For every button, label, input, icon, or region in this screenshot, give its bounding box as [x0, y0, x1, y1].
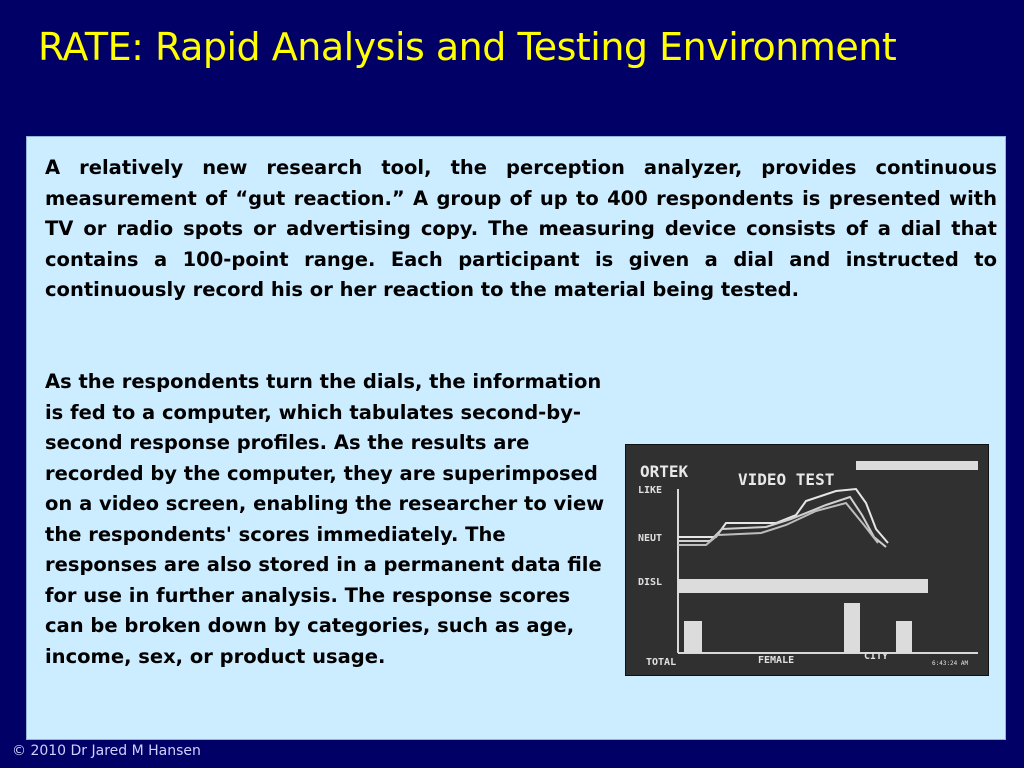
slide-number: 8-29	[982, 740, 1014, 756]
slide-title: RATE: Rapid Analysis and Testing Environment	[38, 25, 897, 69]
screen-label-disl: DISL	[638, 577, 663, 588]
screen-label-time: 6:43:24 AM	[932, 660, 969, 667]
perception-analyzer-screenshot	[625, 444, 989, 676]
screen-label-total: TOTAL	[646, 657, 677, 668]
copyright-footer: © 2010 Dr Jared M Hansen	[12, 743, 201, 759]
screen-label-city: CITY	[864, 651, 889, 662]
video-test-screen-graphic	[626, 445, 988, 675]
intro-paragraph: A relatively new research tool, the perception analyzer, provides continuous measurement of “gut reaction.” A group of up to 400 respondents is presented with TV or radio spots or advertising copy. The measuring device consists of a dial that contains a 100-point range. Each participant is given a dial and instructed to continuously record his or her reaction to the material being tested.	[45, 156, 997, 301]
content-panel	[26, 136, 1006, 740]
screen-brand: ORTEK	[640, 462, 689, 481]
screen-label-like: LIKE	[638, 485, 663, 496]
screen-label-female: FEMALE	[758, 655, 795, 666]
detail-paragraph: As the respondents turn the dials, the information is fed to a computer, which tabulates second-by-second response profiles. As the results are recorded by the computer, they are superimposed on a video screen, enabling the researcher to view the respondents' scores immediately. The responses are also stored in a permanent data file for use in further analysis. The response scores can be broken down by categories, such as age, income, sex, or product usage.	[45, 370, 605, 668]
screen-heading: VIDEO TEST	[738, 470, 835, 489]
screen-label-neut: NEUT	[638, 533, 663, 544]
